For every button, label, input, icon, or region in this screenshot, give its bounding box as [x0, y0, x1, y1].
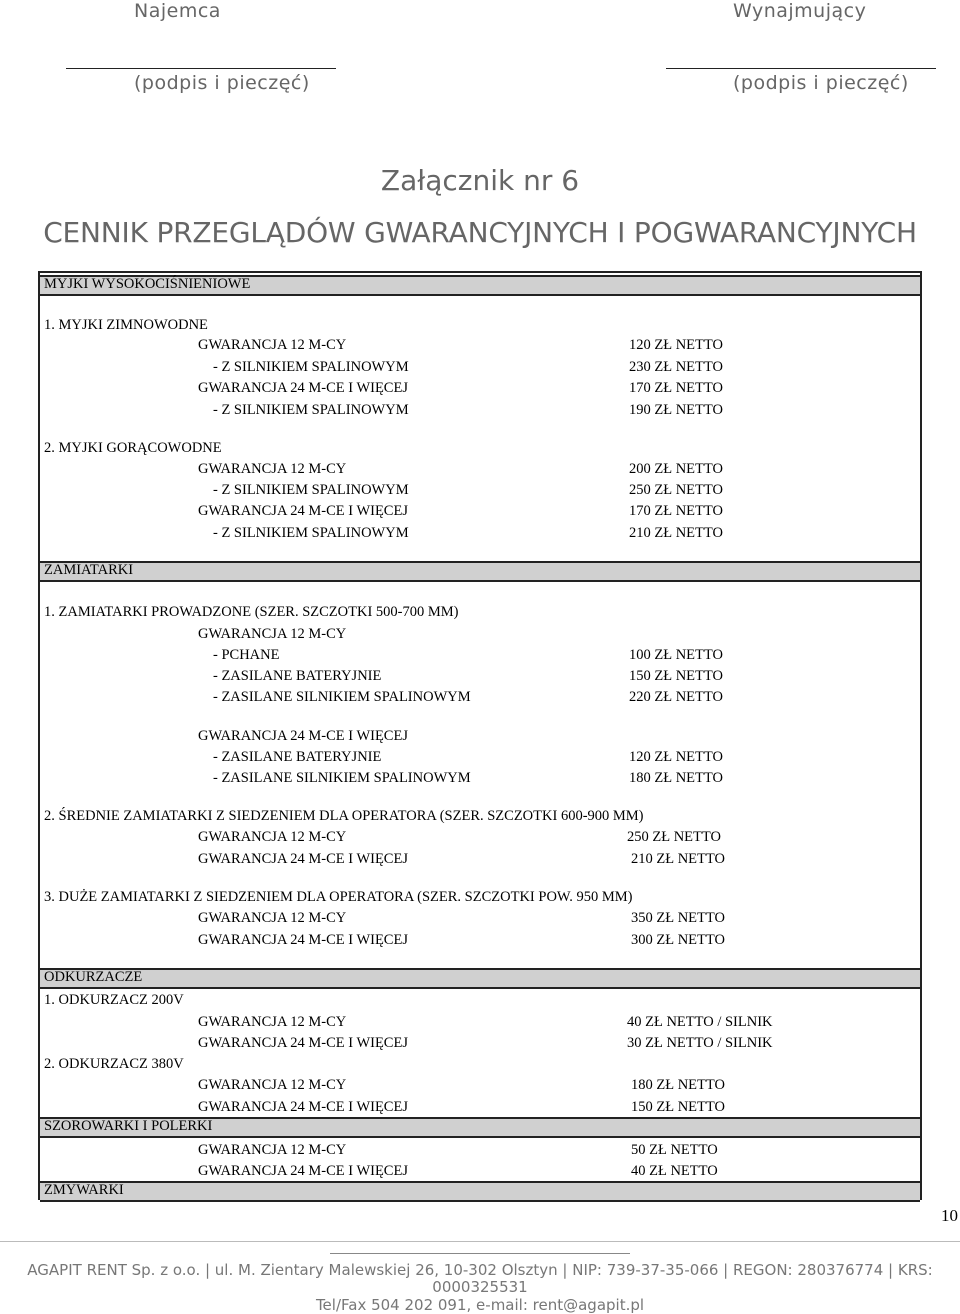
category-heading: 1. MYJKI ZIMNOWODNE — [44, 317, 208, 333]
item-price: 30 ZŁ NETTO / SILNIK — [627, 1035, 773, 1051]
item-label: - Z SILNIKIEM SPALINOWYM — [213, 402, 409, 418]
page-title: Załącznik nr 6 — [380, 164, 580, 197]
item-price: 230 ZŁ NETTO — [629, 359, 723, 375]
item-label: GWARANCJA 24 M-CE I WIĘCEJ — [198, 851, 408, 867]
category-heading: 1. ZAMIATARKI PROWADZONE (SZER. SZCZOTKI 500-700 MM) — [44, 604, 459, 620]
item-label: GWARANCJA 12 M-CY — [198, 461, 347, 477]
signature-left-line — [66, 68, 336, 69]
item-price: 200 ZŁ NETTO — [629, 461, 723, 477]
section-band — [40, 968, 920, 989]
signature-left-title: Najemca — [134, 0, 221, 22]
page-subtitle: CENNIK PRZEGLĄDÓW GWARANCYJNYCH I POGWARANCYJNYCH — [43, 216, 917, 249]
item-label: GWARANCJA 24 M-CE I WIĘCEJ — [198, 932, 408, 948]
item-label: - Z SILNIKIEM SPALINOWYM — [213, 525, 409, 541]
item-label: GWARANCJA 12 M-CY — [198, 626, 347, 642]
category-heading: 3. DUŻE ZAMIATARKI Z SIEDZENIEM DLA OPERATORA (SZER. SZCZOTKI POW. 950 MM) — [44, 889, 633, 905]
item-price: 250 ZŁ NETTO — [629, 482, 723, 498]
item-price: 170 ZŁ NETTO — [629, 380, 723, 396]
item-price: 170 ZŁ NETTO — [629, 503, 723, 519]
item-label: - ZASILANE BATERYJNIE — [213, 668, 382, 684]
item-label: GWARANCJA 12 M-CY — [198, 910, 347, 926]
footer-divider — [0, 1241, 960, 1242]
item-label: GWARANCJA 24 M-CE I WIĘCEJ — [198, 728, 408, 744]
item-label: GWARANCJA 24 M-CE I WIĘCEJ — [198, 1035, 408, 1051]
item-label: - PCHANE — [213, 647, 280, 663]
footer-line-1: AGAPIT RENT Sp. z o.o. | ul. M. Zientary Malewskiej 26, 10-302 Olsztyn | NIP: 739-37-35-066 | REGON: 280376774 | KRS: — [27, 1261, 933, 1279]
item-price: 190 ZŁ NETTO — [629, 402, 723, 418]
section-band — [40, 1181, 920, 1202]
item-label: - Z SILNIKIEM SPALINOWYM — [213, 482, 409, 498]
category-heading: 2. ODKURZACZ 380V — [44, 1056, 184, 1072]
section-heading: ZAMIATARKI — [44, 562, 134, 578]
section-heading: SZOROWARKI I POLERKI — [44, 1118, 213, 1134]
signature-right-line — [666, 68, 936, 69]
signature-left-sub: (podpis i pieczęć) — [134, 72, 310, 94]
section-band — [40, 561, 920, 582]
section-heading: ZMYWARKI — [44, 1182, 124, 1198]
footer-line-2: 0000325531 — [432, 1278, 528, 1296]
section-heading: MYJKI WYSOKOCIŚNIENIOWE — [44, 276, 251, 292]
section-heading: ODKURZACZE — [44, 969, 143, 985]
signature-right-sub: (podpis i pieczęć) — [733, 72, 909, 94]
item-price: 120 ZŁ NETTO — [629, 337, 723, 353]
footer-short-line — [330, 1253, 630, 1254]
item-label: GWARANCJA 24 M-CE I WIĘCEJ — [198, 503, 408, 519]
item-price: 180 ZŁ NETTO — [629, 770, 723, 786]
item-label: GWARANCJA 24 M-CE I WIĘCEJ — [198, 380, 408, 396]
item-price: 50 ZŁ NETTO — [631, 1142, 718, 1158]
item-price: 100 ZŁ NETTO — [629, 647, 723, 663]
signature-right-title: Wynajmujący — [733, 0, 867, 22]
item-price: 350 ZŁ NETTO — [631, 910, 725, 926]
item-label: GWARANCJA 24 M-CE I WIĘCEJ — [198, 1099, 408, 1115]
item-label: - Z SILNIKIEM SPALINOWYM — [213, 359, 409, 375]
category-heading: 1. ODKURZACZ 200V — [44, 992, 184, 1008]
item-price: 180 ZŁ NETTO — [631, 1077, 725, 1093]
item-price: 150 ZŁ NETTO — [629, 668, 723, 684]
item-label: GWARANCJA 12 M-CY — [198, 1077, 347, 1093]
category-heading: 2. MYJKI GORĄCOWODNE — [44, 440, 222, 456]
item-label: GWARANCJA 12 M-CY — [198, 337, 347, 353]
page-number: 10 — [941, 1206, 958, 1225]
item-label: GWARANCJA 12 M-CY — [198, 1014, 347, 1030]
item-price: 220 ZŁ NETTO — [629, 689, 723, 705]
item-price: 40 ZŁ NETTO — [631, 1163, 718, 1179]
item-label: - ZASILANE SILNIKIEM SPALINOWYM — [213, 689, 471, 705]
item-price: 150 ZŁ NETTO — [631, 1099, 725, 1115]
item-price: 300 ZŁ NETTO — [631, 932, 725, 948]
item-label: GWARANCJA 12 M-CY — [198, 1142, 347, 1158]
footer-line-3: Tel/Fax 504 202 091, e-mail: rent@agapit.pl — [315, 1296, 645, 1314]
item-price: 210 ZŁ NETTO — [631, 851, 725, 867]
item-label: - ZASILANE BATERYJNIE — [213, 749, 382, 765]
item-price: 40 ZŁ NETTO / SILNIK — [627, 1014, 773, 1030]
item-price: 250 ZŁ NETTO — [627, 829, 721, 845]
item-price: 120 ZŁ NETTO — [629, 749, 723, 765]
item-label: GWARANCJA 12 M-CY — [198, 829, 347, 845]
item-label: GWARANCJA 24 M-CE I WIĘCEJ — [198, 1163, 408, 1179]
item-label: - ZASILANE SILNIKIEM SPALINOWYM — [213, 770, 471, 786]
item-price: 210 ZŁ NETTO — [629, 525, 723, 541]
category-heading: 2. ŚREDNIE ZAMIATARKI Z SIEDZENIEM DLA OPERATORA (SZER. SZCZOTKI 600-900 MM) — [44, 808, 644, 824]
